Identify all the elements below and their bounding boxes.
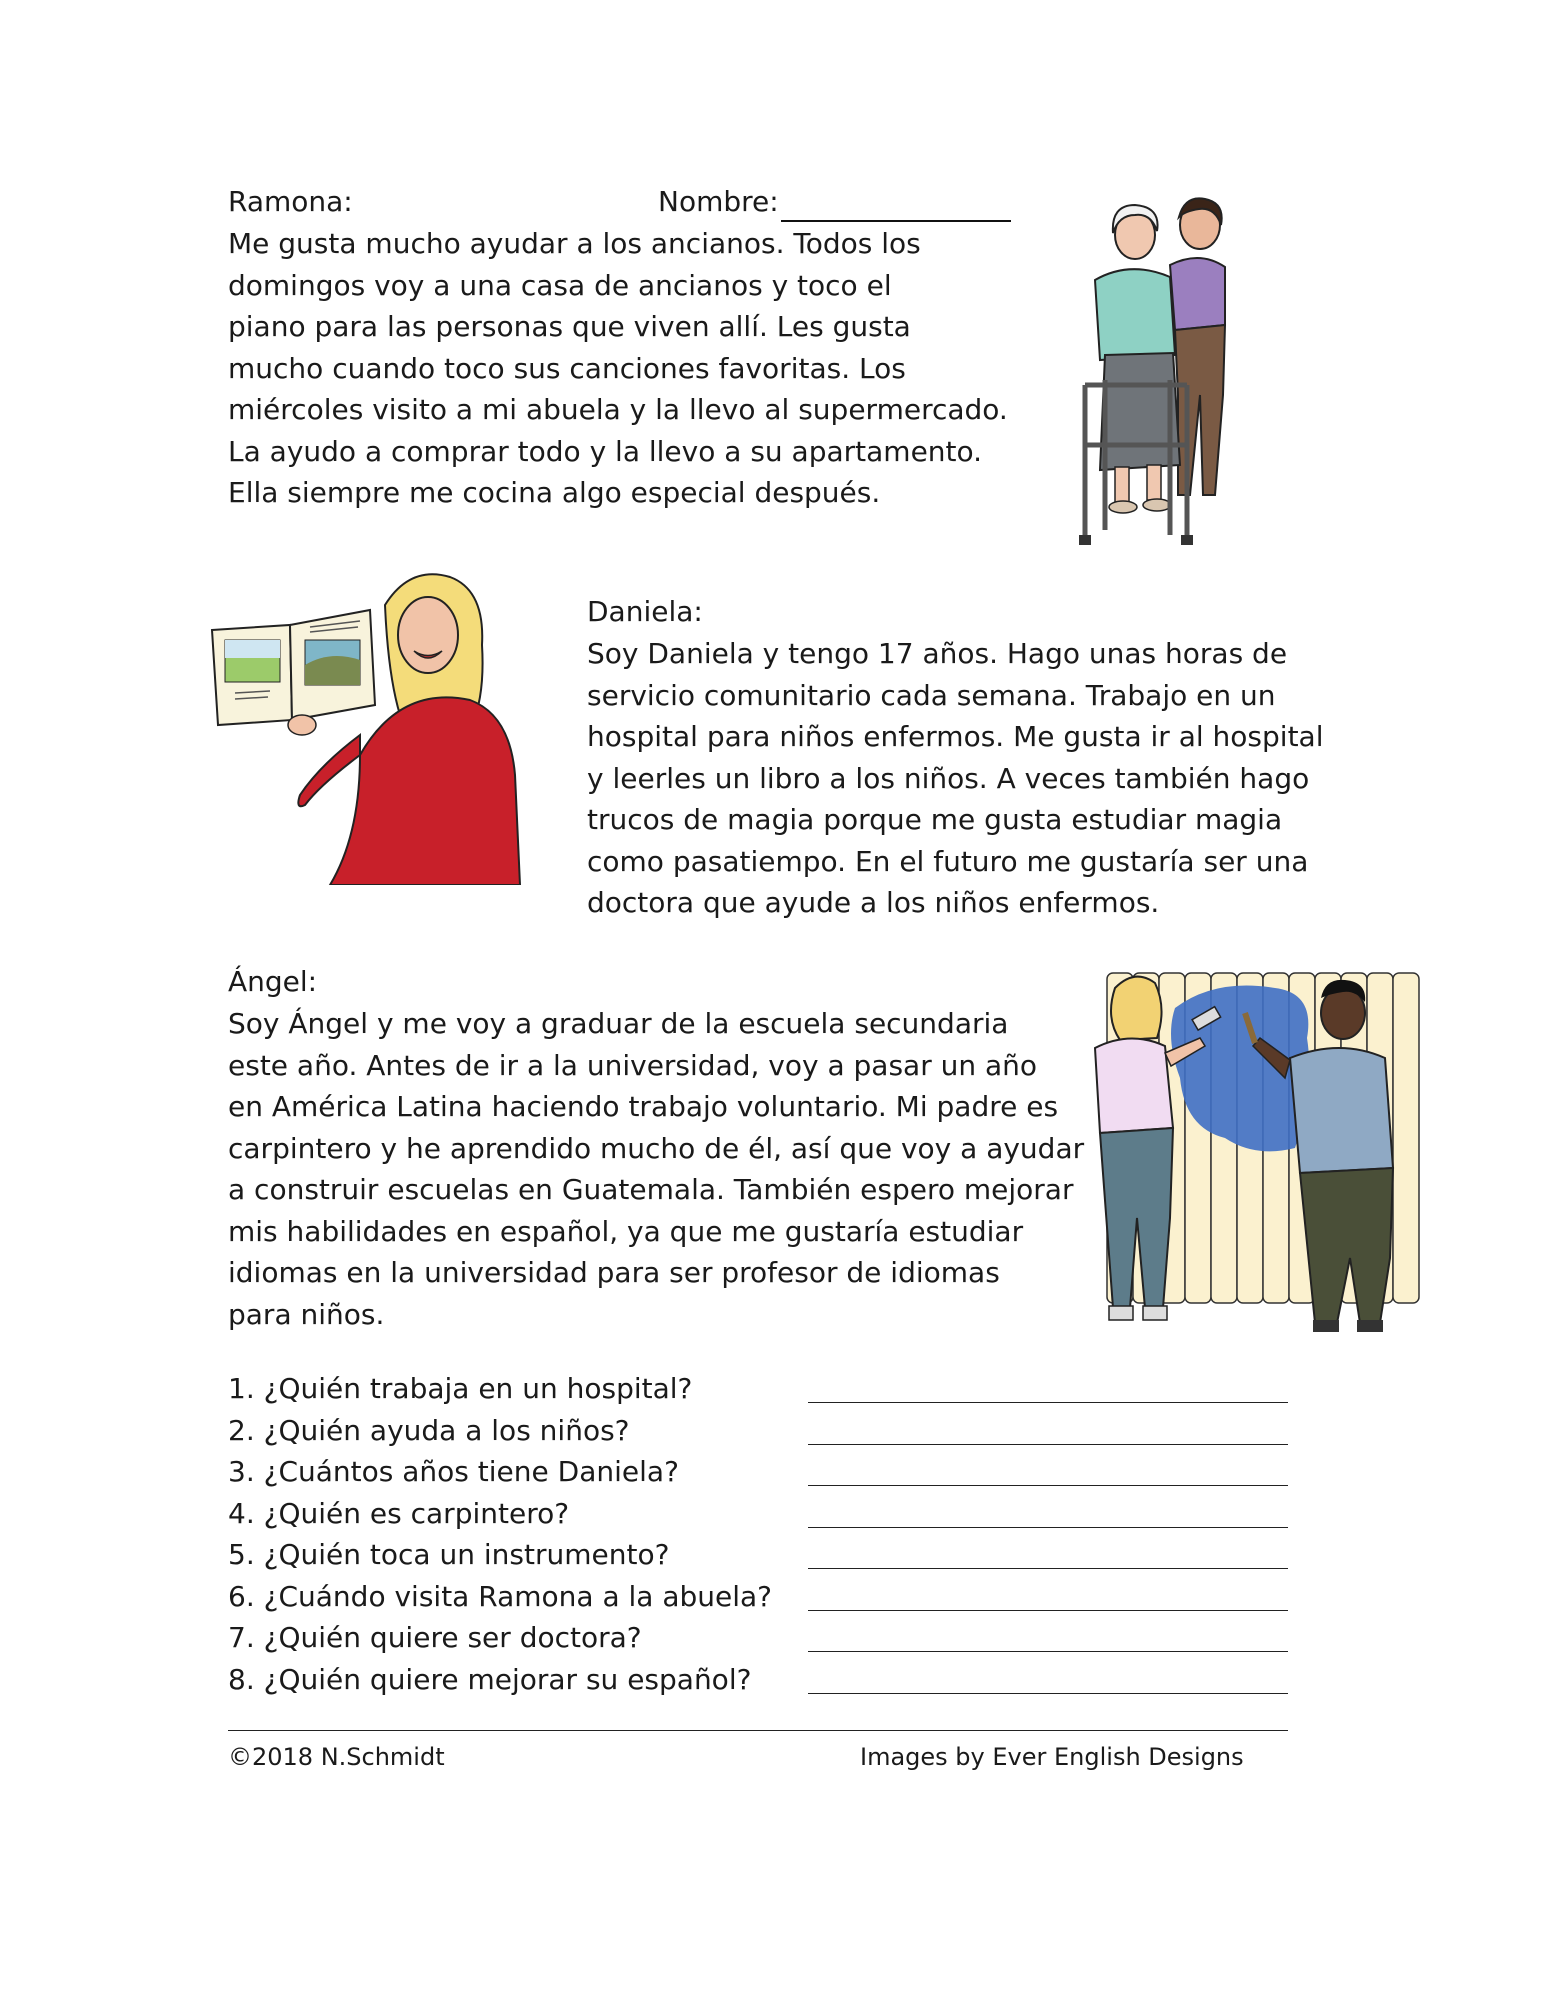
angel-line: mis habilidades en español, ya que me gustaría estudiar: [228, 1214, 1024, 1248]
question-row: [228, 1617, 1288, 1659]
question-text: 1. ¿Quién trabaja en un hospital?: [228, 1372, 693, 1405]
question-text: 8. ¿Quién quiere mejorar su español?: [228, 1662, 752, 1696]
ramona-line: miércoles visito a mi abuela y la llevo al supermercado.: [228, 393, 1008, 426]
angel-line: Soy Ángel y me voy a graduar de la escuela secundaria: [228, 1007, 1009, 1040]
question-text: 3. ¿Cuántos años tiene Daniela?: [228, 1455, 679, 1488]
ramona-heading: Ramona:: [228, 185, 353, 218]
question-row: [228, 1659, 1288, 1701]
question-row: [228, 1368, 1288, 1410]
ramona-line: piano para las personas que viven allí. Les gusta: [228, 310, 911, 343]
answer-blank-line[interactable]: [808, 1402, 1288, 1403]
question-text: 7. ¿Quién quiere ser doctora?: [228, 1621, 642, 1654]
painting-fence-illustration: [1075, 968, 1425, 1338]
ramona-line: domingos voy a una casa de ancianos y toco el: [228, 268, 892, 302]
footer-copyright: ©2018 N.Schmidt: [228, 1743, 445, 1771]
footer-divider: [228, 1730, 1288, 1731]
answer-blank-line[interactable]: [808, 1568, 1288, 1569]
question-row: [228, 1576, 1288, 1618]
footer-credits: Images by Ever English Designs: [860, 1743, 1244, 1771]
woman-reading-book-illustration: [210, 565, 530, 885]
ramona-line: Me gusta mucho ayudar a los ancianos. Todos los: [228, 227, 921, 260]
daniela-line: y leerles un libro a los niños. A veces también hago: [587, 761, 1310, 795]
name-blank-line[interactable]: [781, 190, 1011, 222]
answer-blank-line[interactable]: [808, 1693, 1288, 1694]
question-row: [228, 1493, 1288, 1535]
question-text: 2. ¿Quién ayuda a los niños?: [228, 1413, 630, 1447]
angel-heading: Ángel:: [228, 965, 318, 998]
angel-line: idiomas en la universidad para ser profesor de idiomas: [228, 1256, 1000, 1289]
answer-blank-line[interactable]: [808, 1485, 1288, 1486]
daniela-line: trucos de magia porque me gusta estudiar magia: [587, 803, 1283, 836]
daniela-paragraph: [587, 633, 1324, 924]
name-field[interactable]: [658, 182, 1011, 222]
daniela-line: doctora que ayude a los niños enfermos.: [587, 886, 1160, 919]
question-row: [228, 1451, 1288, 1493]
daniela-heading: Daniela:: [587, 595, 703, 628]
ramona-line: Ella siempre me cocina algo especial después.: [228, 476, 881, 509]
daniela-line: hospital para niños enfermos. Me gusta ir al hospital: [587, 720, 1324, 753]
question-text: 4. ¿Quién es carpintero?: [228, 1496, 570, 1530]
answer-blank-line[interactable]: [808, 1610, 1288, 1611]
elderly-caregiver-illustration: [1075, 195, 1245, 555]
question-text: 5. ¿Quién toca un instrumento?: [228, 1538, 670, 1571]
answer-blank-line[interactable]: [808, 1444, 1288, 1445]
angel-line: para niños.: [228, 1297, 385, 1331]
daniela-line: Soy Daniela y tengo 17 años. Hago unas horas de: [587, 637, 1288, 670]
question-row: [228, 1410, 1288, 1452]
question-row: [228, 1534, 1288, 1576]
angel-paragraph: [228, 1003, 1084, 1335]
ramona-paragraph: [228, 223, 1008, 514]
question-text: 6. ¿Cuándo visita Ramona a la abuela?: [228, 1579, 773, 1613]
ramona-line: mucho cuando toco sus canciones favoritas. Los: [228, 351, 906, 385]
ramona-line: La ayudo a comprar todo y la llevo a su apartamento.: [228, 434, 983, 468]
angel-line: a construir escuelas en Guatemala. También espero mejorar: [228, 1173, 1074, 1206]
questions-list: [228, 1368, 1288, 1708]
daniela-line: como pasatiempo. En el futuro me gustaría ser una: [587, 844, 1309, 878]
angel-line: carpintero y he aprendido mucho de él, así que voy a ayudar: [228, 1131, 1085, 1165]
answer-blank-line[interactable]: [808, 1527, 1288, 1528]
angel-line: este año. Antes de ir a la universidad, voy a pasar un año: [228, 1048, 1038, 1082]
angel-line: en América Latina haciendo trabajo voluntario. Mi padre es: [228, 1090, 1059, 1123]
name-label: Nombre:: [658, 185, 779, 218]
daniela-line: servicio comunitario cada semana. Trabajo en un: [587, 678, 1276, 712]
answer-blank-line[interactable]: [808, 1651, 1288, 1652]
